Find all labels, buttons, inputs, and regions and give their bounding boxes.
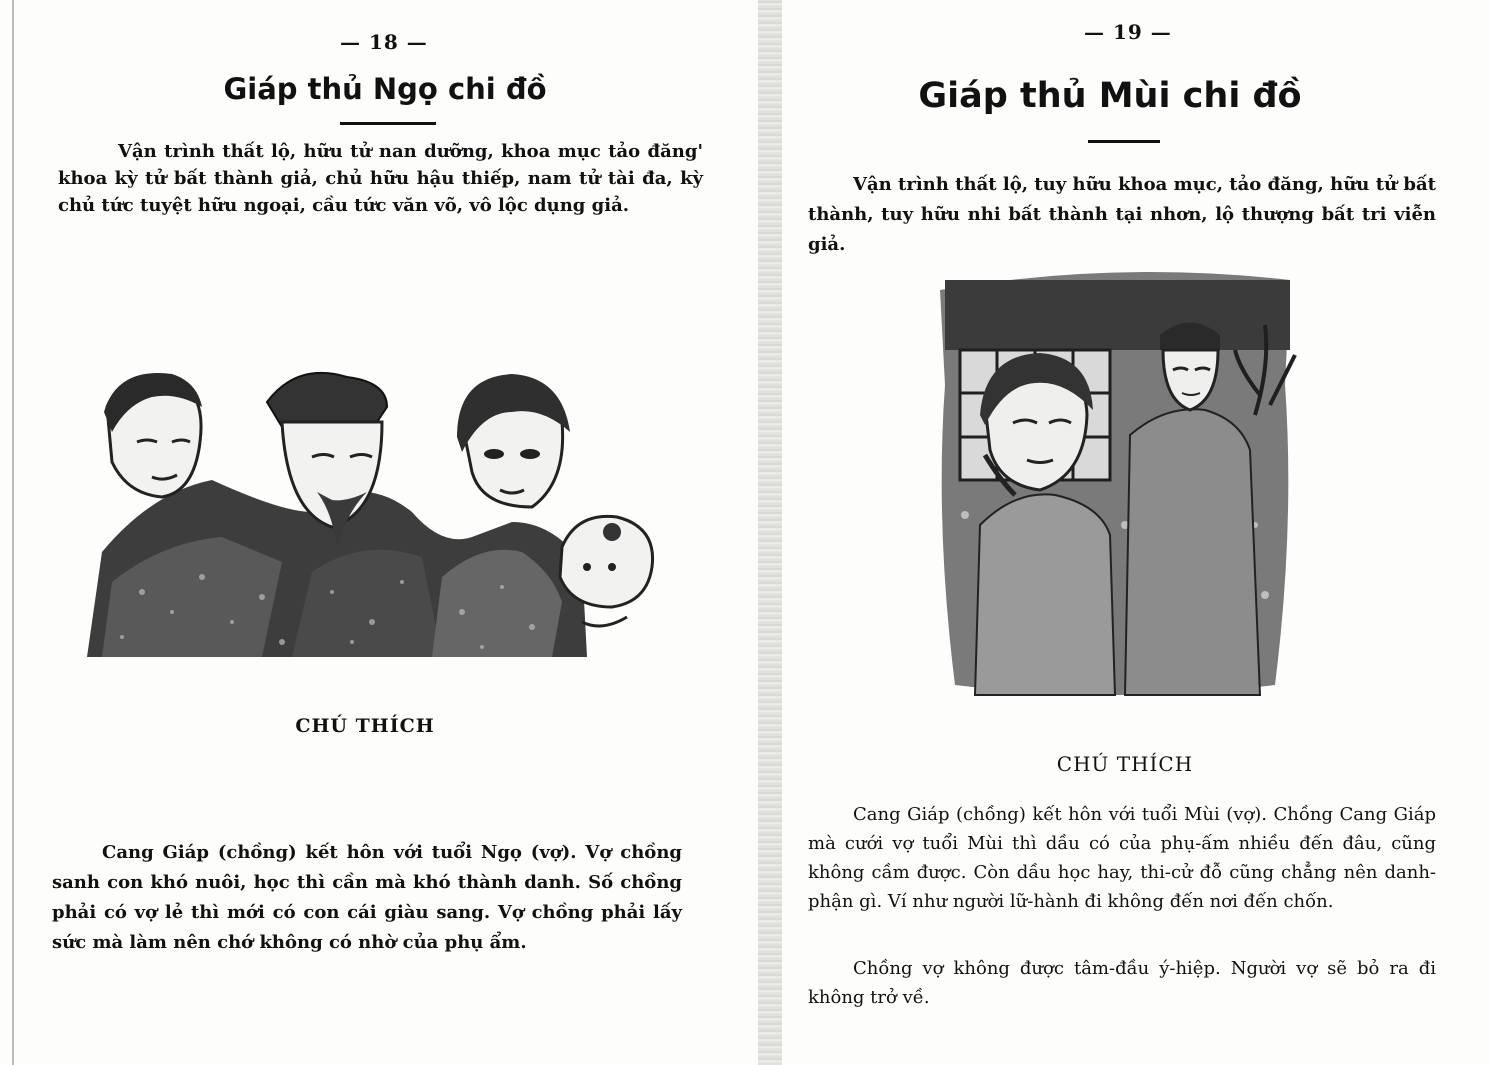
note-paragraph-2: Chồng vợ không được tâm-đầu ý-hiệp. Người vợ sẽ bỏ ra đi không trở về. bbox=[808, 958, 1436, 1008]
title-underline bbox=[340, 122, 436, 125]
verse-text: Vận trình thất lộ, hữu tử nan dưỡng, khoa mục tảo đăng' khoa kỳ tử bất thành giả, chủ hữu hậu thiếp, nam tử tài đa, kỳ chủ tức tuyệt hữu ngoại, cầu tức văn võ, vô lộc dụng giả. bbox=[58, 141, 703, 216]
page-number: — 19 — bbox=[1084, 20, 1172, 44]
title-underline bbox=[1088, 140, 1160, 143]
book-spine bbox=[758, 0, 782, 1065]
note-text: Cang Giáp (chồng) kết hôn với tuổi Ngọ (vợ). Vợ chồng sanh con khó nuôi, học thì cần mà khó thành danh. Số chồng phải có vợ lẻ thì mới có con cái giàu sang. Vợ chồng phải lấy sức mà làm nên chớ không có nhờ của phụ ẩm. bbox=[52, 842, 682, 953]
four-figures-illustration bbox=[82, 362, 662, 674]
note-paragraph-1: Cang Giáp (chồng) kết hôn với tuổi Mùi (vợ). Chồng Cang Giáp mà cưới vợ tuổi Mùi thì dầu có của phụ-ấm nhiều đến đâu, cũng không cầm được. Còn dầu học hay, thi-cử đỗ cũng chẳng nên danh-phận gì. Ví như người lữ-hành đi không đến nơi đến chốn. bbox=[808, 804, 1436, 912]
couple-illustration bbox=[925, 265, 1305, 705]
page-title: Giáp thủ Ngọ chi đồ bbox=[223, 72, 547, 106]
verse-text: Vận trình thất lộ, tuy hữu khoa mục, tảo đăng, hữu tử bất thành, tuy hữu nhi bất thành tại nhơn, lộ thượng bất tri viễn giả. bbox=[808, 174, 1436, 255]
note-heading: CHÚ THÍCH bbox=[295, 715, 435, 737]
note-heading: CHÚ THÍCH bbox=[1056, 752, 1194, 776]
right-page bbox=[780, 0, 1490, 1065]
page-number: — 18 — bbox=[340, 30, 428, 54]
page-title: Giáp thủ Mùi chi đồ bbox=[918, 76, 1302, 116]
